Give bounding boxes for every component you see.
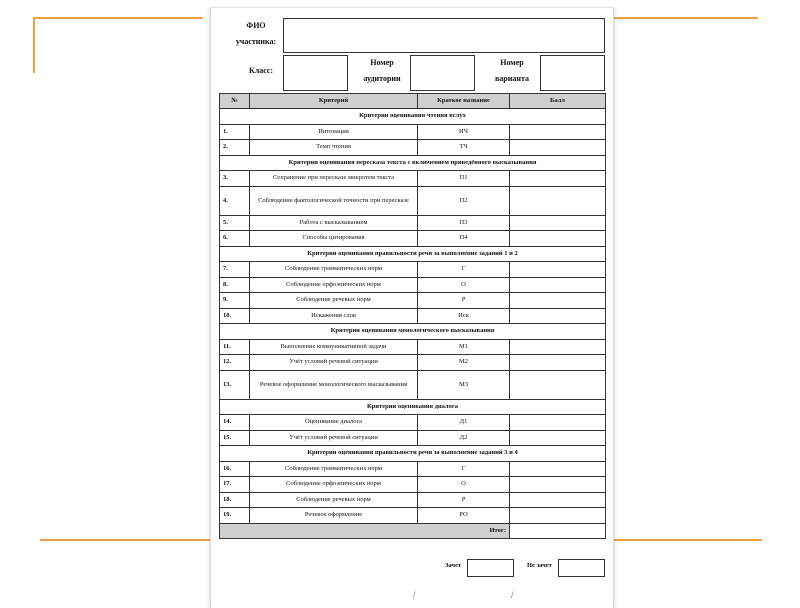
row-num: 4. (220, 186, 250, 215)
decor-line-bottom-right (612, 539, 762, 541)
row-num: 13. (220, 370, 250, 399)
row-criterion: Способы цитирования (250, 231, 418, 247)
row-code: Д1 (418, 415, 510, 431)
col-header-num: № (220, 94, 250, 109)
row-criterion: Соблюдение речевых норм (250, 492, 418, 508)
pass-label: Зачет (445, 562, 462, 569)
table-row (220, 140, 606, 156)
row-criterion: Учёт условий речевой ситуации (250, 355, 418, 371)
score-cell[interactable] (510, 124, 606, 140)
table-row (220, 508, 606, 524)
row-num: 16. (220, 461, 250, 477)
decor-line-left (33, 17, 35, 73)
section-row (220, 399, 606, 415)
fail-box[interactable] (558, 559, 605, 577)
row-criterion: Соблюдение речевых норм (250, 293, 418, 309)
row-num: 14. (220, 415, 250, 431)
section-title: Критерии оценивания правильности речи за выполнение заданий 1 и 2 (220, 246, 606, 262)
row-code: П3 (418, 215, 510, 231)
col-header-criterion: Критерий (250, 94, 418, 109)
table-row (220, 415, 606, 431)
row-num: 2. (220, 140, 250, 156)
variant-field[interactable] (540, 55, 605, 91)
row-code: П4 (418, 231, 510, 247)
row-criterion: Речевое оформление (250, 508, 418, 524)
row-criterion: Сохранение при пересказе микротем текста (250, 171, 418, 187)
table-row (220, 492, 606, 508)
score-cell[interactable] (510, 415, 606, 431)
score-cell[interactable] (510, 370, 606, 399)
row-criterion: Темп чтения (250, 140, 418, 156)
section-title: Критерии оценивания диалога (220, 399, 606, 415)
row-num: 12. (220, 355, 250, 371)
table-header-row (220, 94, 606, 109)
room-field[interactable] (410, 55, 475, 91)
row-code: Д2 (418, 430, 510, 446)
row-num: 5. (220, 215, 250, 231)
table-row (220, 355, 606, 371)
row-num: 18. (220, 492, 250, 508)
section-title: Критерии оценивания чтения вслух (220, 109, 606, 125)
table-row (220, 461, 606, 477)
row-criterion: Соблюдение орфоэпических норм (250, 477, 418, 493)
row-criterion: Соблюдение грамматических норм (250, 262, 418, 278)
row-num: 8. (220, 277, 250, 293)
fio-label: ФИО участника: (235, 21, 277, 46)
total-label: Итог: (220, 523, 510, 538)
score-cell[interactable] (510, 171, 606, 187)
class-label: Класс: (248, 66, 274, 75)
row-code: О (418, 477, 510, 493)
row-code: РО (418, 508, 510, 524)
section-title: Критерии оценивания пересказа текста с включением приведённого высказывания (220, 155, 606, 171)
row-num: 6. (220, 231, 250, 247)
row-criterion: Интонация (250, 124, 418, 140)
table-row (220, 308, 606, 324)
row-num: 10. (220, 308, 250, 324)
signature-mark: / (511, 590, 514, 600)
decor-line-top-right (612, 17, 758, 19)
row-code: О (418, 277, 510, 293)
total-row (220, 523, 606, 538)
score-cell[interactable] (510, 430, 606, 446)
room-label: Номер аудитории (363, 58, 401, 83)
section-title: Критерии оценивания правильности речи за выполнение заданий 3 и 4 (220, 446, 606, 462)
row-criterion: Соблюдение фактологической точности при пересказе (250, 186, 418, 215)
score-cell[interactable] (510, 461, 606, 477)
row-num: 17. (220, 477, 250, 493)
section-title: Критерии оценивания монологического высказывания (220, 324, 606, 340)
table-row (220, 277, 606, 293)
section-row (220, 109, 606, 125)
row-code: М1 (418, 339, 510, 355)
score-cell[interactable] (510, 508, 606, 524)
row-num: 19. (220, 508, 250, 524)
row-code: Р (418, 492, 510, 508)
table-row (220, 171, 606, 187)
score-cell[interactable] (510, 140, 606, 156)
table-row (220, 124, 606, 140)
row-code: ИЧ (418, 124, 510, 140)
row-criterion: Соблюдение орфоэпических норм (250, 277, 418, 293)
signature-mark: / (413, 590, 416, 600)
col-header-score: Балл (510, 94, 606, 109)
row-code: ТЧ (418, 140, 510, 156)
score-cell[interactable] (510, 477, 606, 493)
score-cell[interactable] (510, 308, 606, 324)
decor-line-right (756, 17, 758, 19)
table-row (220, 293, 606, 309)
row-code: П1 (418, 171, 510, 187)
table-row (220, 477, 606, 493)
row-code: Р (418, 293, 510, 309)
score-cell[interactable] (510, 492, 606, 508)
table-row (220, 430, 606, 446)
score-cell[interactable] (510, 293, 606, 309)
table-row (220, 262, 606, 278)
row-num: 11. (220, 339, 250, 355)
section-row (220, 155, 606, 171)
assessment-sheet (210, 8, 614, 608)
row-num: 15. (220, 430, 250, 446)
row-criterion: Речевое оформление монологического высказывания (250, 370, 418, 399)
row-num: 7. (220, 262, 250, 278)
row-criterion: Искажения слов (250, 308, 418, 324)
fail-label: Не зачет (527, 562, 552, 569)
row-code: М3 (418, 370, 510, 399)
row-code: Иск (418, 308, 510, 324)
row-criterion: Оценивание диалога (250, 415, 418, 431)
row-criterion: Выполнение коммуникативной задачи (250, 339, 418, 355)
variant-label: Номер варианта (494, 58, 529, 83)
row-code: Г (418, 262, 510, 278)
score-cell[interactable] (510, 262, 606, 278)
fio-field[interactable] (283, 18, 605, 53)
criteria-table (219, 93, 606, 539)
score-cell[interactable] (510, 215, 606, 231)
row-num: 9. (220, 293, 250, 309)
table-row (220, 339, 606, 355)
score-cell[interactable] (510, 355, 606, 371)
decor-line-bottom-left (40, 539, 210, 541)
table-row (220, 186, 606, 215)
score-cell[interactable] (510, 231, 606, 247)
score-cell[interactable] (510, 277, 606, 293)
table-row (220, 231, 606, 247)
score-cell[interactable] (510, 186, 606, 215)
row-num: 3. (220, 171, 250, 187)
class-field[interactable] (283, 55, 348, 91)
row-code: П2 (418, 186, 510, 215)
col-header-short-name: Краткое название (418, 94, 510, 109)
table-row (220, 370, 606, 399)
section-row (220, 246, 606, 262)
row-criterion: Работа с высказыванием (250, 215, 418, 231)
row-code: Г (418, 461, 510, 477)
section-row (220, 446, 606, 462)
row-num: 1. (220, 124, 250, 140)
row-criterion: Учёт условий речевой ситуации (250, 430, 418, 446)
row-code: М2 (418, 355, 510, 371)
total-score-cell[interactable] (510, 523, 606, 538)
pass-box[interactable] (467, 559, 514, 577)
score-cell[interactable] (510, 339, 606, 355)
table-row (220, 215, 606, 231)
row-criterion: Соблюдение грамматических норм (250, 461, 418, 477)
decor-line-top (33, 17, 203, 19)
section-row (220, 324, 606, 340)
